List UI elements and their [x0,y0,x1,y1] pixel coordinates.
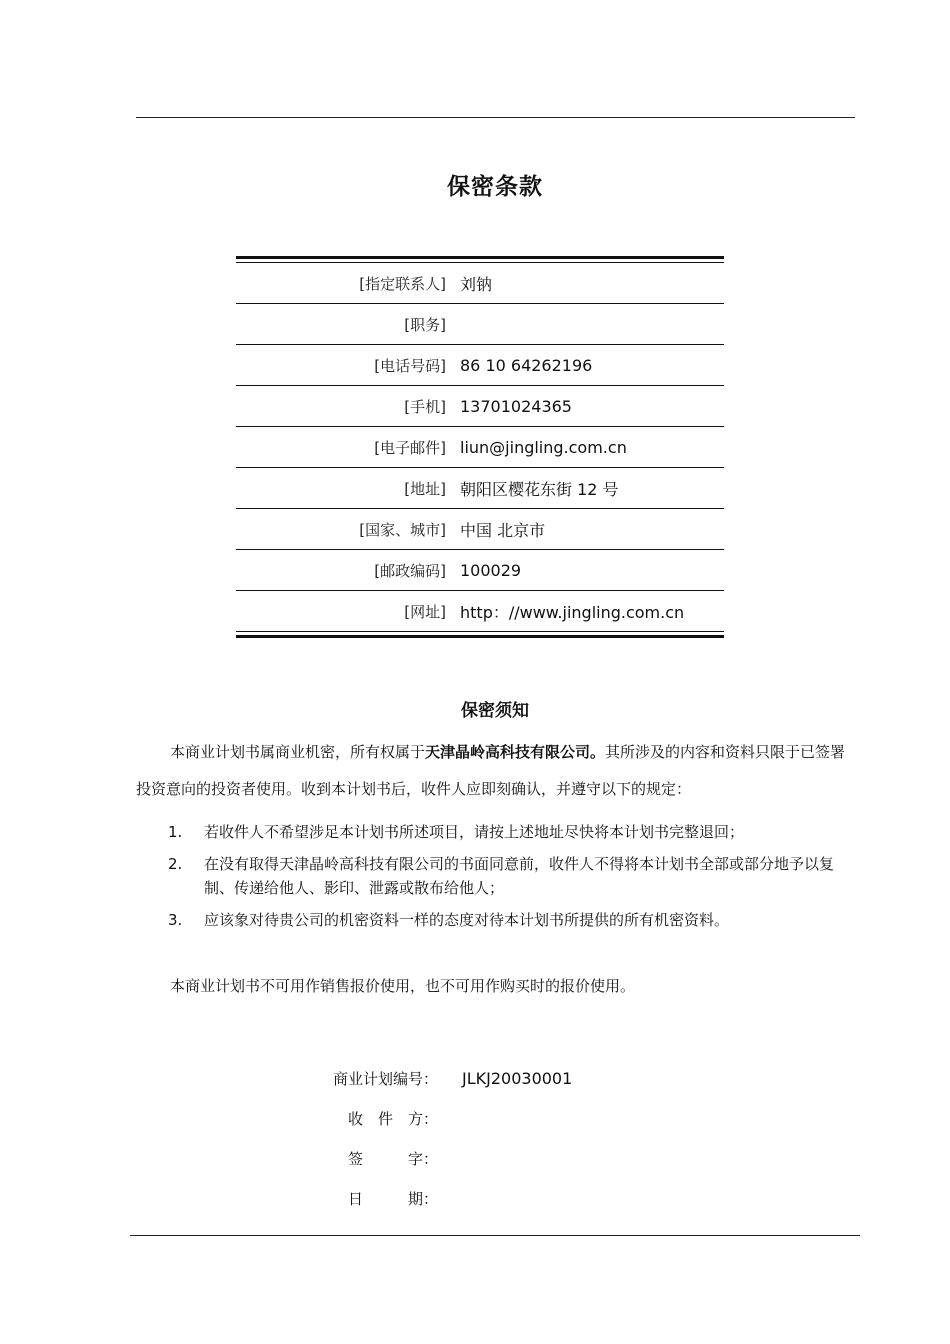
contact-value: 13701024365 [460,396,572,416]
contact-label: [电子邮件] [374,438,446,457]
header-rule [136,117,855,118]
list-text: 在没有取得天津晶岭高科技有限公司的书面同意前，收件人不得将本计划书全部或部分地予以复制、传递给他人、影印、泄露或散布给他人； [204,855,835,897]
contact-row-phone [236,345,724,386]
sign-label: 收 件 方： [347,1109,438,1128]
table-bottom-border [236,631,724,638]
sign-row-plan-number [318,1058,738,1098]
table-top-border [236,256,724,263]
list-item [168,852,858,900]
contact-label: [地址] [404,479,446,498]
footer-rule [130,1235,860,1236]
contact-row-position [236,304,724,345]
intro-text-before: 本商业计划书属商业机密，所有权属于 [170,743,426,761]
sign-row-date [318,1178,738,1218]
sign-row-signature [318,1138,738,1178]
contact-label: [电话号码] [374,356,446,375]
contact-row-email [236,427,724,468]
sign-label: 商业计划编号： [332,1069,438,1088]
contact-value: 中国 北京市 [460,520,546,540]
contact-value: 100029 [460,560,522,580]
notice-intro [136,734,860,808]
list-number: 1. [168,823,183,841]
signature-block [318,1058,738,1218]
contact-row-contact-person [236,263,724,304]
list-item [168,908,858,932]
contact-label: [网址] [404,602,446,621]
company-name: 天津晶岭高科技有限公司。 [425,743,606,761]
contact-label: [手机] [404,397,446,416]
contact-row-country-city [236,509,724,550]
notice-title: 保密须知 [461,701,529,721]
sign-label: 日 期： [347,1189,438,1208]
list-text: 若收件人不希望涉足本计划书所述项目，请按上述地址尽快将本计划书完整退回； [204,823,745,841]
list-number: 2. [168,855,183,873]
contact-label: [邮政编码] [374,561,446,580]
contact-row-website [236,591,724,631]
contact-label: [职务] [404,315,446,334]
contact-label: [国家、城市] [359,520,446,539]
contact-value: 朝阳区樱花东街 12 号 [460,479,619,499]
sign-value: JLKJ20030001 [462,1068,573,1088]
list-item [168,820,858,844]
contact-row-postcode [236,550,724,591]
contact-row-mobile [236,386,724,427]
sign-row-recipient [318,1098,738,1138]
contact-row-address [236,468,724,509]
list-text: 应该象对待贵公司的机密资料一样的态度对待本计划书所提供的所有机密资料。 [204,911,730,929]
contact-value: liun@jingling.com.cn [460,437,627,457]
contact-value: 刘钠 [460,274,493,294]
contact-value: http：//www.jingling.com.cn [460,602,685,622]
contact-label: [指定联系人] [359,274,446,293]
contact-table [236,256,724,638]
usage-note: 本商业计划书不可用作销售报价使用，也不可用作购买时的报价使用。 [170,977,636,995]
contact-value: 86 10 64262196 [460,355,593,375]
rules-list [168,820,858,940]
page-title: 保密条款 [447,174,543,200]
intro-text-after: 其所涉及的内容和资料只限于已签署投资意向的投资者使用。收到本计划书后，收件人应即刻确认，并遵守以下的规定： [136,743,846,798]
sign-label: 签 字： [347,1149,438,1168]
list-number: 3. [168,911,183,929]
